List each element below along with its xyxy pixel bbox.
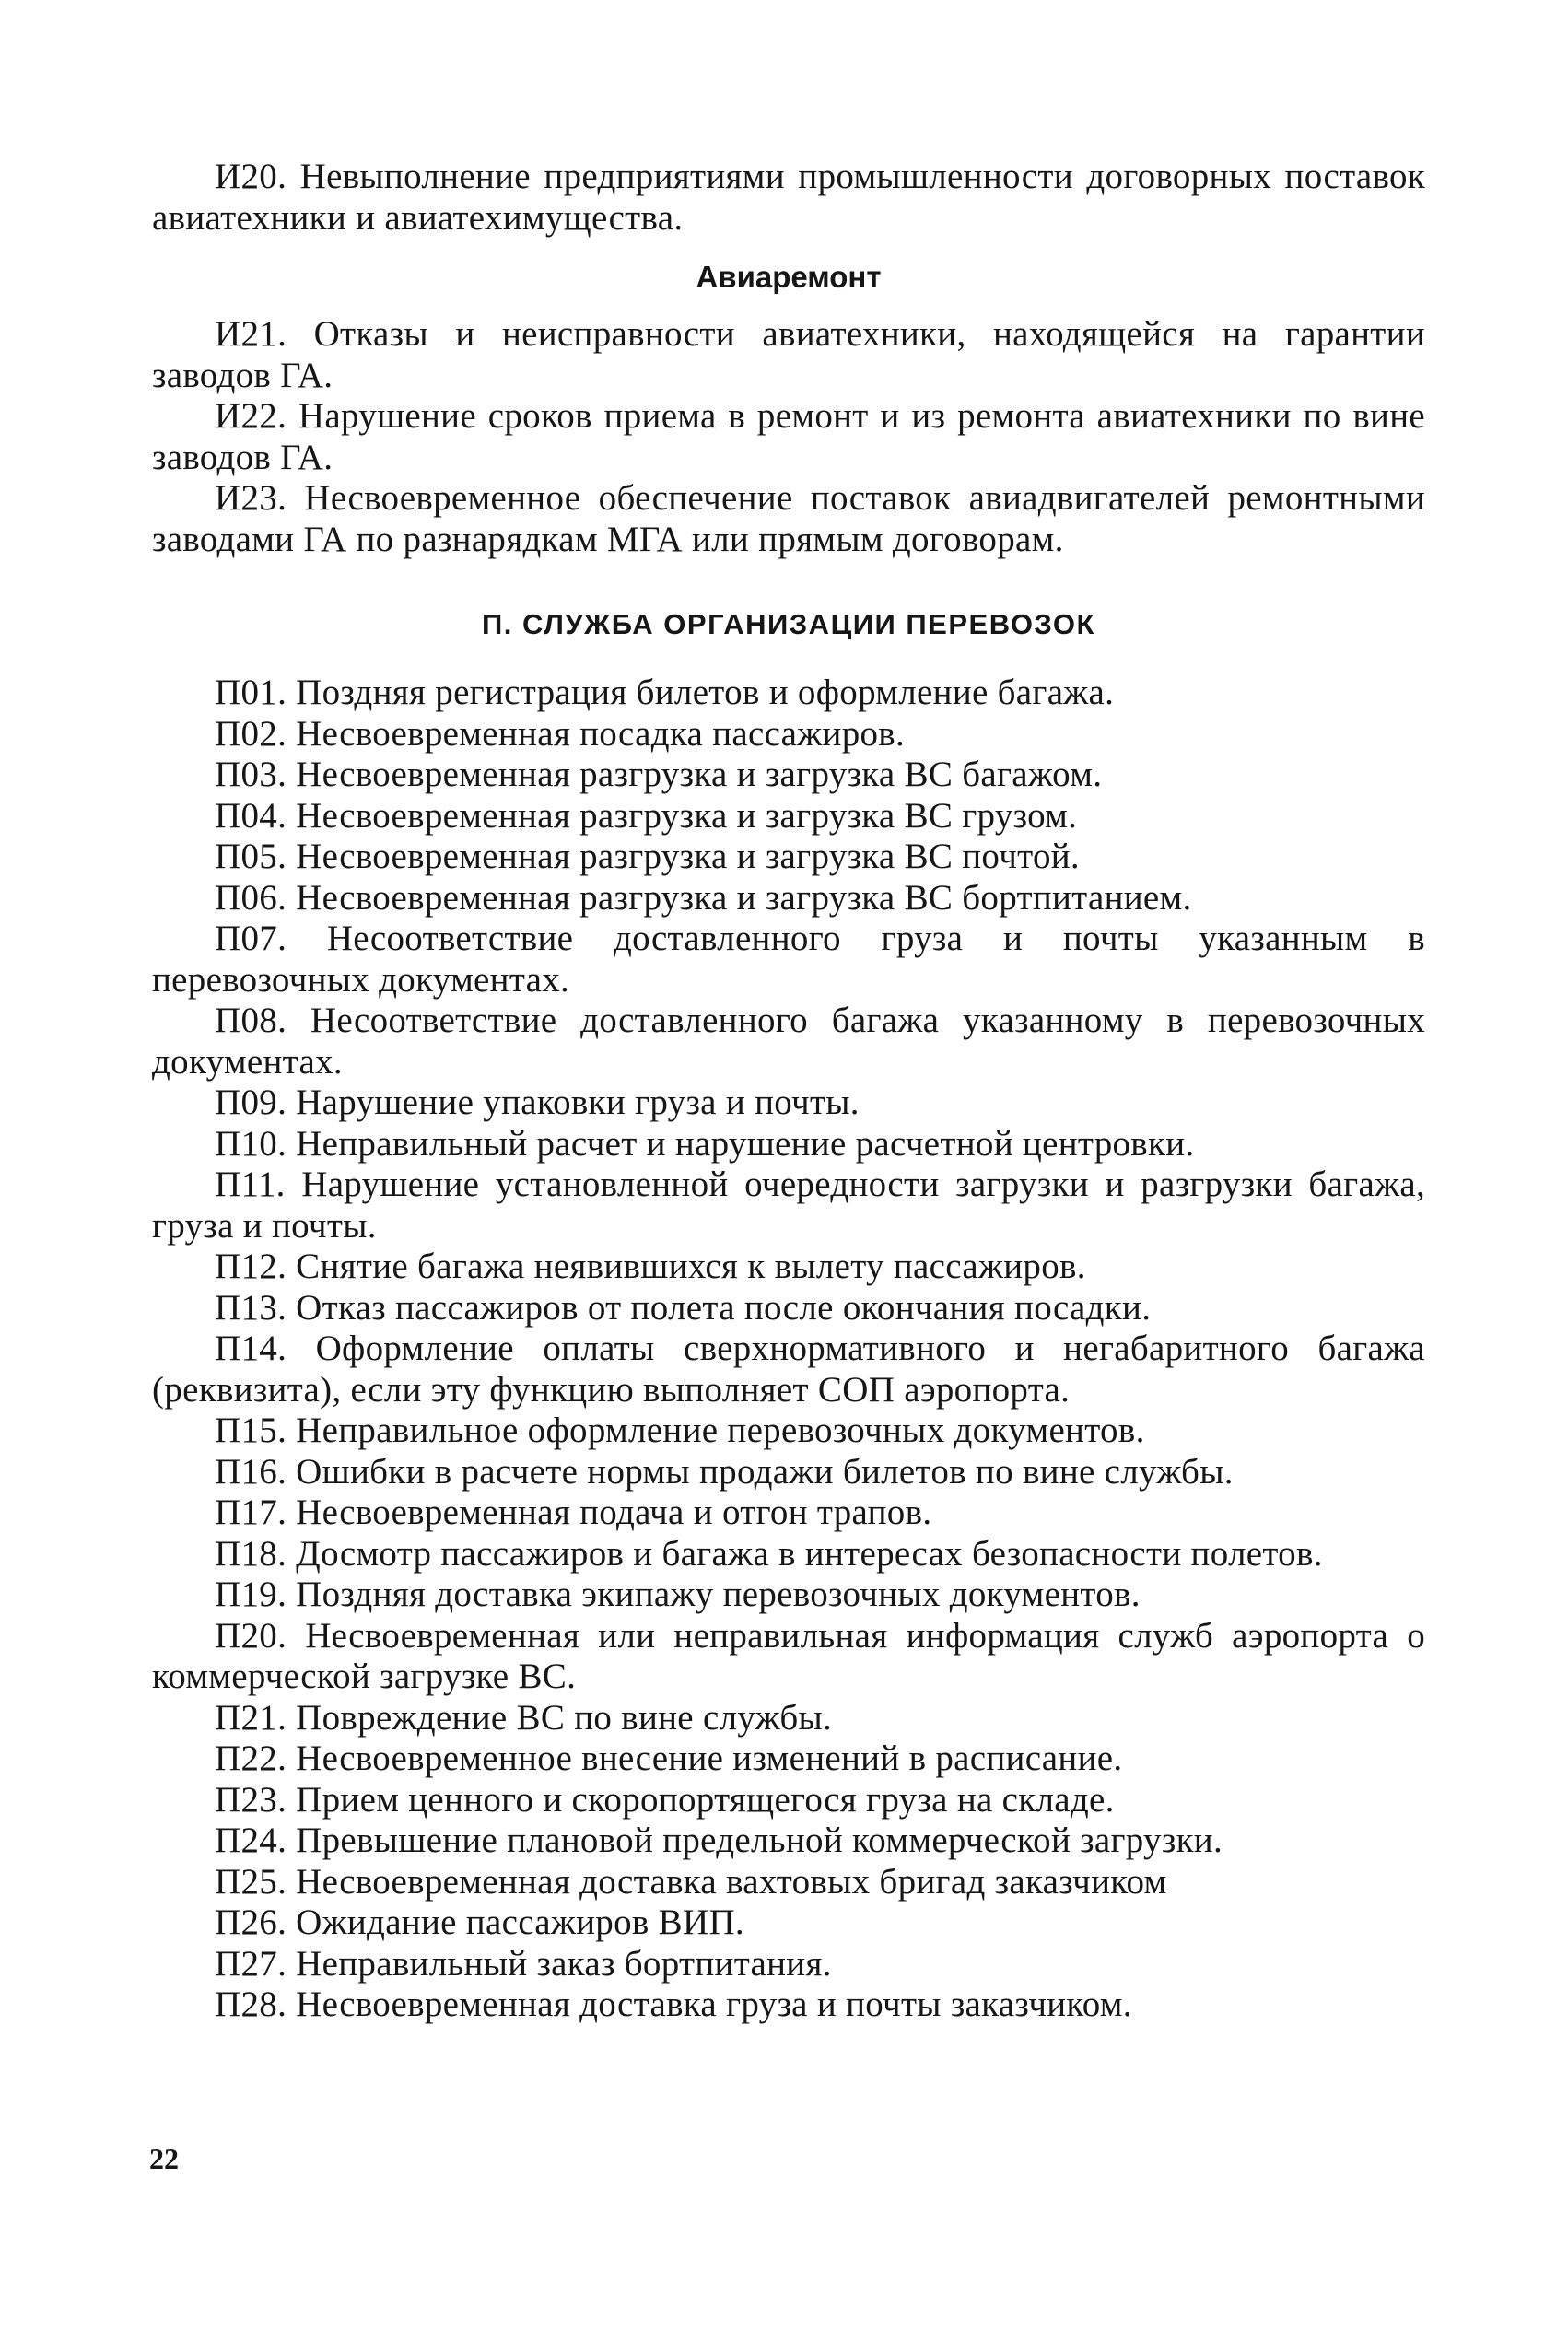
list-item: П25. Несвоевременная доставка вахтовых бригад заказчиком (215, 1861, 1167, 1902)
list-item: И22. Нарушение сроков приема в ремонт и из ремонта авиатехники по вине заводов ГА. (152, 396, 1425, 477)
list-item: П16. Ошибки в расчете нормы продажи билетов по вине службы. (215, 1451, 1234, 1492)
list-item: П26. Ожидание пассажиров ВИП. (215, 1903, 744, 1942)
list-item: П07. Несоответствие доставленного груза и почты указанным в перевозочных документах. (152, 919, 1425, 1000)
list-item: П27. Неправильный заказ бортпитания. (215, 1943, 832, 1984)
list-item: П12. Снятие багажа неявившихся к вылету пассажиров. (215, 1247, 1086, 1286)
list-item: И20. Невыполнение предприятиями промышленности договорных поставок авиатехники и авиатехимущества. (152, 157, 1425, 238)
list-item: П10. Неправильный расчет и нарушение расчетной центровки. (215, 1123, 1195, 1164)
list-item: П01. Поздняя регистрация билетов и оформление багажа. (215, 673, 1115, 712)
list-item: П17. Несвоевременная подача и отгон трапов. (215, 1493, 932, 1532)
list-item: П19. Поздняя доставка экипажу перевозочных документов. (215, 1575, 1141, 1614)
list-item: П08. Несоответствие доставленного багажа указанному в перевозочных документах. (152, 1001, 1425, 1082)
list-item: П04. Несвоевременная разгрузка и загрузка ВС грузом. (215, 795, 1078, 836)
page-number: 22 (149, 2142, 179, 2175)
list-item: И23. Несвоевременное обеспечение поставок авиадвигателей ремонтными заводами ГА по разнарядкам МГА или прямым договорам. (152, 478, 1425, 559)
list-item: И21. Отказы и неисправности авиатехники, находящейся на гарантии заводов ГА. (152, 314, 1425, 395)
section-title: П. СЛУЖБА ОРГАНИЗАЦИИ ПЕРЕВОЗОК (482, 608, 1095, 640)
list-item: П21. Повреждение ВС по вине службы. (215, 1697, 833, 1738)
list-item: П28. Несвоевременная доставка груза и почты заказчиком. (215, 1985, 1132, 2024)
page-body (152, 157, 1425, 2026)
list-item: П02. Несвоевременная посадка пассажиров. (215, 713, 906, 754)
list-item: П23. Прием ценного и скоропортящегося груза на складе. (215, 1779, 1115, 1820)
list-item: П13. Отказ пассажиров от полета после окончания посадки. (215, 1287, 1152, 1328)
list-item: П03. Несвоевременная разгрузка и загрузка ВС багажом. (215, 755, 1103, 794)
list-item: П06. Несвоевременная разгрузка и загрузка ВС бортпитанием. (215, 877, 1192, 918)
list-item: П24. Превышение плановой предельной коммерческой загрузки. (215, 1821, 1223, 1860)
list-item: П11. Нарушение установленной очередности загрузки и разгрузки багажа, груза и почты. (152, 1165, 1425, 1246)
list-item: П14. Оформление оплаты сверхнормативного и негабаритного багажа (реквизита), если эту функцию выполняет СОП аэропорта. (152, 1329, 1425, 1410)
list-item: П15. Неправильное оформление перевозочных документов. (215, 1411, 1145, 1450)
list-item: П18. Досмотр пассажиров и багажа в интересах безопасности полетов. (215, 1533, 1323, 1574)
list-item: П05. Несвоевременная разгрузка и загрузка ВС почтой. (215, 837, 1080, 876)
list-item: П20. Несвоевременная или неправильная информация служб аэропорта о коммерческой загрузке ВС. (152, 1615, 1425, 1696)
subsection-title: Авиаремонт (696, 260, 882, 294)
list-item: П09. Нарушение упаковки груза и почты. (215, 1083, 860, 1122)
list-item: П22. Несвоевременное внесение изменений в расписание. (215, 1739, 1123, 1778)
